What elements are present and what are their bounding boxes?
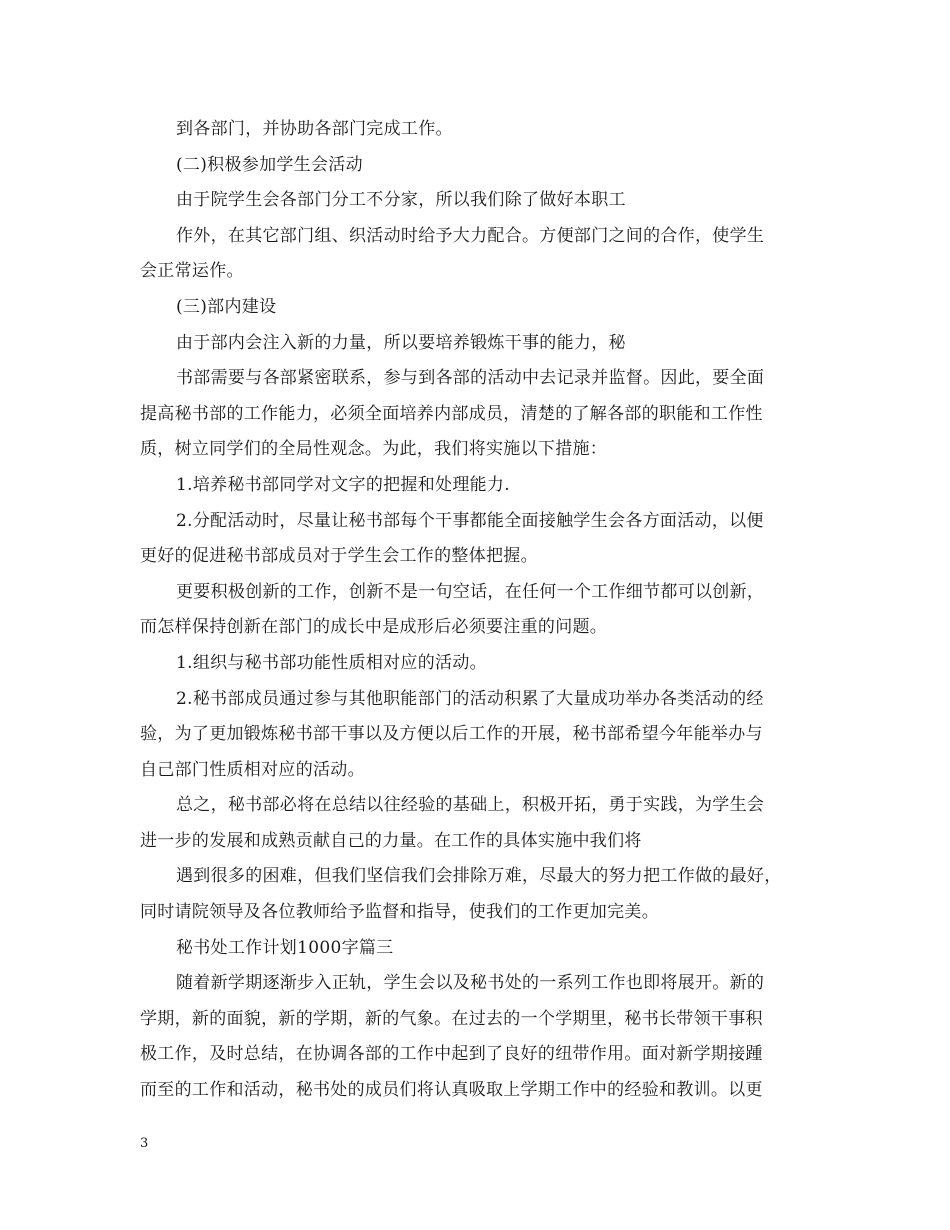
text-line: 验，为了更加锻炼秘书部干事以及方便以后工作的开展，秘书部希望今年能举办与 bbox=[140, 724, 763, 745]
text-line: 到各部门，并协助各部门完成工作。 bbox=[176, 119, 453, 139]
text-line: 更好的促进秘书部成员对于学生会工作的整体把握。 bbox=[140, 546, 538, 567]
article-heading: 秘书处工作计划1000字篇三 bbox=[176, 937, 394, 958]
text-line: 而怎样保持创新在部门的成长中是成形后必须要注重的问题。 bbox=[140, 617, 608, 638]
list-item: 2.秘书部成员通过参与其他职能部门的活动积累了大量成功举办各类活动的经 bbox=[176, 688, 764, 709]
text-line: 同时请院领导及各位教师给予监督和指导，使我们的工作更加完美。 bbox=[140, 902, 659, 923]
list-item: 1.培养秘书部同学对文字的把握和处理能力. bbox=[176, 474, 510, 495]
text-line: 遇到很多的困难，但我们坚信我们会排除万难，尽最大的努力把工作做的最好， bbox=[176, 866, 782, 887]
text-line: 由于部内会注入新的力量，所以要培养锻炼干事的能力，秘 bbox=[176, 332, 626, 353]
document-body bbox=[140, 112, 820, 1109]
text-line: 更要积极创新的工作，创新不是一句空话，在任何一个工作细节都可以创新， bbox=[176, 581, 765, 602]
text-line: 总之，秘书部必将在总结以往经验的基础上，积极开拓，勇于实践，为学生会 bbox=[176, 795, 765, 816]
text-line: 极工作，及时总结，在协调各部的工作中起到了良好的纽带作用。面对新学期接踵 bbox=[140, 1044, 763, 1065]
section-heading: (三)部内建设 bbox=[176, 296, 277, 317]
text-line: 书部需要与各部紧密联系，参与到各部的活动中去记录并监督。因此，要全面 bbox=[176, 368, 765, 389]
text-line: 提高秘书部的工作能力，必须全面培养内部成员，清楚的了解各部的职能和工作性 bbox=[140, 403, 763, 424]
text-line: 随着新学期逐渐步入正轨，学生会以及秘书处的一系列工作也即将展开。新的 bbox=[176, 973, 765, 994]
text-line: 进一步的发展和成熟贡献自己的力量。在工作的具体实施中我们将 bbox=[140, 830, 642, 851]
text-line: 而至的工作和活动，秘书处的成员们将认真吸取上学期工作中的经验和教训。以更 bbox=[140, 1080, 763, 1101]
list-item: 2.分配活动时，尽量让秘书部每个干事都能全面接触学生会各方面活动，以便 bbox=[176, 510, 764, 531]
text-line: 作外，在其它部门组、织活动时给予大力配合。方便部门之间的合作，使学生 bbox=[176, 225, 765, 246]
text-line: 学期，新的面貌，新的学期，新的气象。在过去的一个学期里，秘书长带领干事积 bbox=[140, 1008, 763, 1029]
page-number: 3 bbox=[140, 1136, 149, 1151]
text-line: 自己部门性质相对应的活动。 bbox=[140, 759, 365, 780]
section-heading: (二)积极参加学生会活动 bbox=[176, 154, 363, 175]
list-item: 1.组织与秘书部功能性质相对应的活动。 bbox=[176, 652, 487, 673]
text-line: 质，树立同学们的全局性观念。为此，我们将实施以下措施： bbox=[140, 439, 608, 460]
text-line: 会正常运作。 bbox=[140, 261, 244, 282]
text-line: 由于院学生会各部门分工不分家，所以我们除了做好本职工 bbox=[176, 190, 626, 211]
